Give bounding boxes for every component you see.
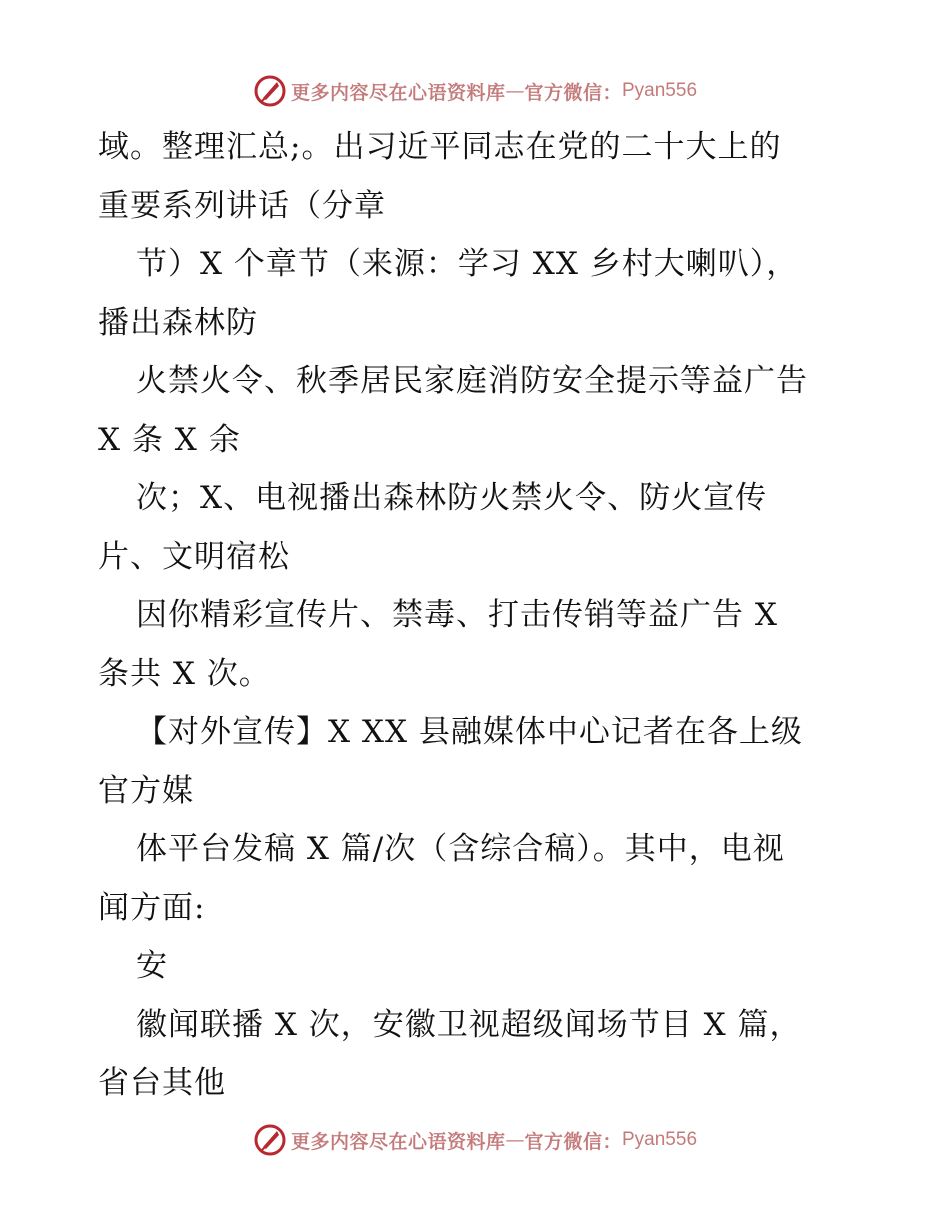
body-line: 播出森林防 (98, 304, 258, 341)
body-line: 体平台发稿 X 篇/次（含综合稿）。其中，电视 (136, 831, 785, 867)
body-line: 域。整理汇总;。出习近平同志在党的二十大上的 (98, 129, 782, 165)
header-wechat-label: 官方微信： (524, 81, 622, 104)
footer-brand-text: 更多内容尽在心语资料库 (290, 1130, 506, 1153)
body-line: 节）X 个章节（来源：学习 XX 乡村大喇叭）， (136, 246, 799, 282)
body-line: 【对外宣传】X XX 县融媒体中心记者在各上级 (136, 714, 803, 750)
header-wechat-id: Pyan556 (622, 80, 698, 101)
body-line: 官方媒 (98, 772, 194, 809)
quill-logo-icon (253, 74, 287, 108)
header-brand-text: 更多内容尽在心语资料库 (290, 81, 506, 104)
body-line: 徽闻联播 X 次，安徽卫视超级闻场节目 X 篇， (136, 1006, 802, 1043)
body-line: 闻方面: (98, 889, 206, 926)
body-line: X 条 X 余 (98, 421, 241, 458)
body-line: 因你精彩宣传片、禁毒、打击传销等益广告 X (136, 597, 778, 633)
footer-wechat-id: Pyan556 (622, 1129, 698, 1150)
body-line: 片、文明宿松 (98, 538, 290, 575)
header-separator: — (505, 80, 525, 102)
quill-logo-icon (253, 1123, 287, 1157)
body-line: 省台其他 (98, 1065, 226, 1101)
footer-banner (0, 1120, 950, 1160)
body-line: 重要系列讲话（分章 (98, 187, 386, 224)
body-line: 条共 X 次。 (98, 655, 271, 692)
body-line: 火禁火令、秋季居民家庭消防安全提示等益广告 (136, 363, 808, 399)
body-line: 次；X、电视播出森林防火禁火令、防火宣传 (136, 480, 768, 516)
footer-wechat-label: 官方微信： (524, 1130, 622, 1153)
footer-separator: — (505, 1129, 525, 1151)
document-body (98, 118, 878, 1113)
body-line: 安 (136, 948, 168, 984)
header-banner (0, 71, 950, 111)
